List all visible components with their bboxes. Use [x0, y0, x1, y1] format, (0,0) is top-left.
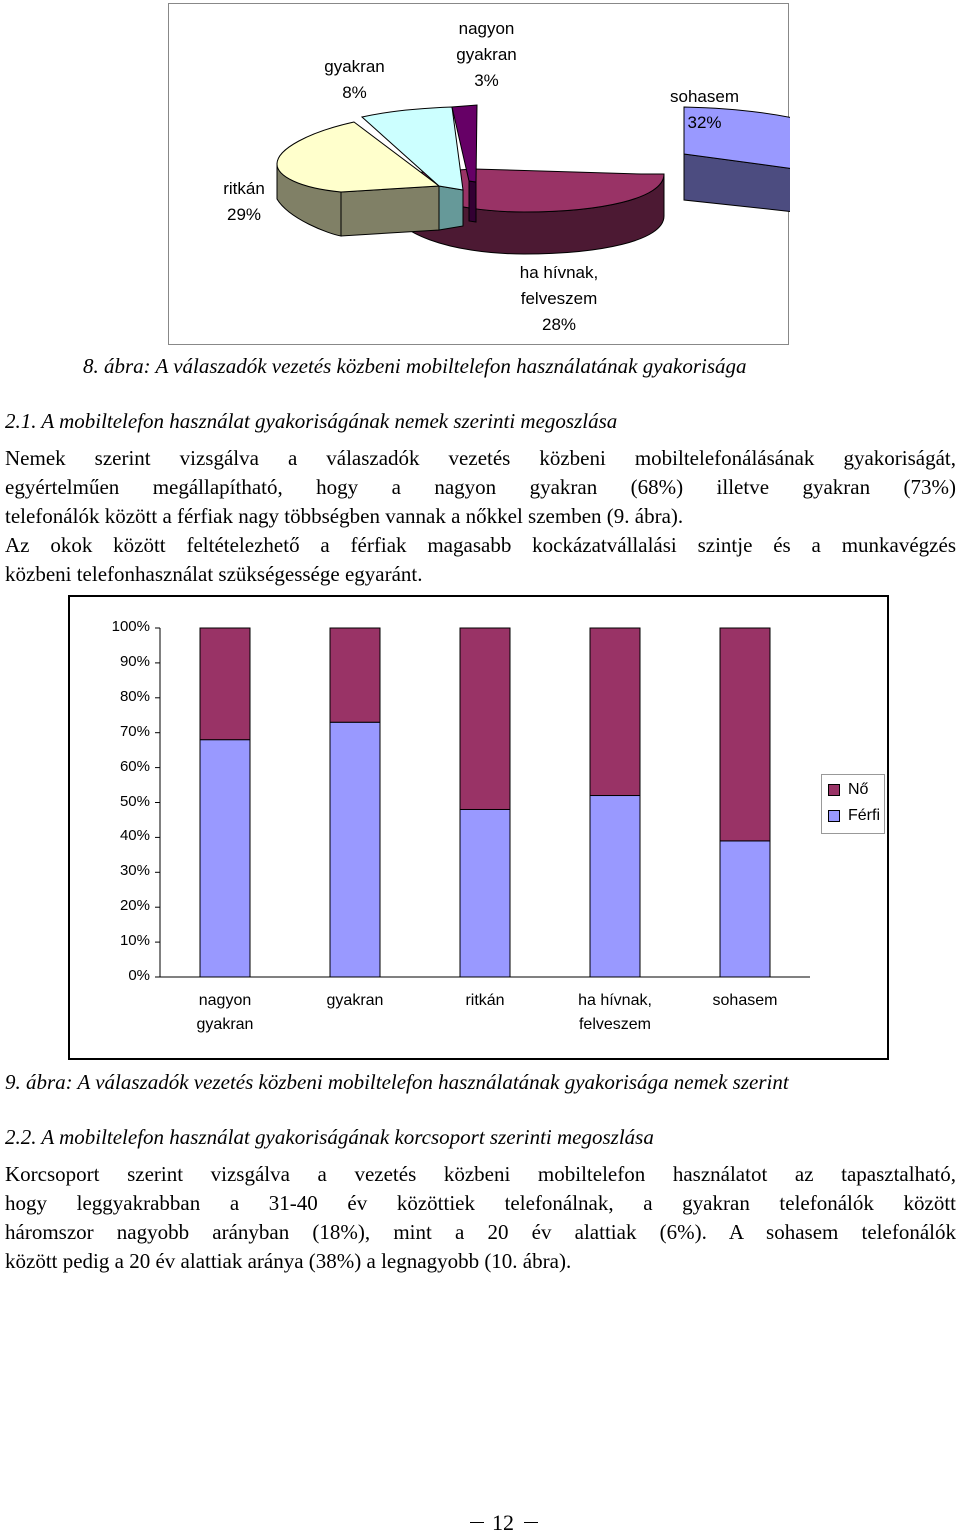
- pie-slice-nagyon-gyakran-side: [469, 181, 476, 222]
- bar-chart-marks: [200, 628, 770, 977]
- paragraph-line: egyértelműen megállapítható, hogy a nagyon gyakran (68%) illetve gyakran (73%): [5, 475, 956, 499]
- y-tick-label: 30%: [119, 862, 150, 880]
- page-number-dash-right: [524, 1522, 538, 1523]
- bar-segment-no: [590, 628, 640, 796]
- x-category-label: [685, 989, 805, 1013]
- legend-item-no: [822, 777, 884, 803]
- y-tick-label: 0%: [128, 967, 150, 984]
- bar-segment-ferfi: [590, 796, 640, 977]
- figure-9-caption: 9. ábra: A válaszadók vezetés közbeni mobiltelefon használatának gyakorisága nemek szerint: [5, 1070, 789, 1094]
- bar-segment-no: [720, 628, 770, 841]
- x-category-label-line: felveszem: [578, 1016, 652, 1033]
- pie-label-line: 28%: [541, 315, 577, 334]
- y-tick-label: 80%: [119, 687, 150, 705]
- page-number-block: [470, 1510, 540, 1536]
- paragraph-line: háromszor nagyobb arányban (18%), mint a 20 év alattiak (6%). A sohasem telefonálók: [5, 1220, 956, 1244]
- x-category-label: [555, 989, 675, 1037]
- figure-8-caption: 8. ábra: A válaszadók vezetés közbeni mobiltelefon használatának gyakorisága: [83, 354, 747, 378]
- bar-segment-no: [330, 628, 380, 722]
- paragraph-line: telefonálók között a férfiak nagy többségben vannak a nőkkel szemben (9. ábra).: [5, 504, 684, 528]
- bar-segment-no: [200, 628, 250, 740]
- y-tick-label: 50%: [119, 792, 150, 810]
- pie-label-ha-hivnak: [499, 260, 619, 338]
- pie-chart-frame: [168, 3, 789, 345]
- bar-chart-frame: [68, 595, 889, 1060]
- section-2-1-paragraph: [5, 444, 956, 589]
- pie-label-line: ha hívnak,: [519, 263, 599, 282]
- x-category-label: [425, 989, 545, 1013]
- x-category-label-line: ritkán: [465, 992, 505, 1009]
- x-category-label-line: nagyon: [198, 992, 252, 1009]
- pie-label-nagyon-gyakran: [439, 16, 534, 94]
- page-number: 12: [492, 1510, 514, 1535]
- section-2-2-paragraph: [5, 1160, 956, 1276]
- pie-slice-ritkan-front: [341, 186, 439, 236]
- pie-label-gyakran: [307, 54, 402, 106]
- section-2-2-heading: 2.2. A mobiltelefon használat gyakoriságának korcsoport szerinti megoszlása: [5, 1125, 654, 1149]
- x-category-label-line: gyakran: [326, 992, 384, 1009]
- paragraph-line: Nemek szerint vizsgálva a válaszadók vezetés közbeni mobiltelefonálásának gyakoriságát,: [5, 446, 956, 470]
- x-category-label: [165, 989, 285, 1037]
- bar-segment-ferfi: [200, 740, 250, 977]
- bar-segment-ferfi: [330, 722, 380, 977]
- pie-label-line: nagyon: [458, 19, 515, 38]
- pie-label-line: 32%: [687, 113, 722, 132]
- y-tick-label: 70%: [119, 722, 150, 740]
- pie-label-line: 8%: [342, 83, 367, 102]
- y-tick-label: 40%: [119, 827, 150, 845]
- pie-label-line: 29%: [226, 205, 262, 224]
- pie-label-line: gyakran: [324, 57, 385, 76]
- x-category-label-line: sohasem: [712, 992, 778, 1009]
- y-tick-label: 100%: [111, 618, 150, 635]
- bar-segment-ferfi: [720, 841, 770, 977]
- y-tick-label: 90%: [119, 652, 150, 670]
- pie-label-line: sohasem: [670, 87, 739, 106]
- chart-legend: [821, 774, 885, 834]
- bar-segment-no: [460, 628, 510, 809]
- pie-label-line: ritkán: [223, 179, 265, 198]
- legend-label-no: Nő: [848, 781, 869, 798]
- x-category-label-line: gyakran: [196, 1016, 254, 1033]
- legend-label-ferfi: Férfi: [848, 807, 880, 824]
- pie-label-ritkan: [199, 176, 289, 228]
- y-tick-label: 20%: [119, 897, 150, 915]
- x-category-label-line: ha hívnak,: [578, 992, 652, 1009]
- legend-swatch-no: [828, 784, 840, 796]
- pie-label-line: gyakran: [456, 45, 517, 64]
- section-2-1-heading: 2.1. A mobiltelefon használat gyakoriságának nemek szerinti megoszlása: [5, 409, 618, 433]
- paragraph-line: Korcsoport szerint vizsgálva a vezetés közbeni mobiltelefon használatot az tapasztalható,: [5, 1162, 956, 1186]
- paragraph-line: Az okok között feltételezhető a férfiak magasabb kockázatvállalási szintje és a munkavégzés: [5, 533, 956, 557]
- pie-label-sohasem: [652, 84, 757, 136]
- paragraph-line: közbeni telefonhasználat szükségessége egyaránt.: [5, 562, 423, 586]
- paragraph-line: hogy leggyakrabban a 31-40 év közöttiek telefonálnak, a gyakran telefonálók között: [5, 1191, 956, 1215]
- pie-label-line: felveszem: [520, 289, 598, 308]
- y-tick-label: 10%: [119, 932, 150, 950]
- x-category-label: [295, 989, 415, 1013]
- page-number-dash-left: [470, 1522, 484, 1523]
- pie-label-line: 3%: [474, 71, 499, 90]
- legend-item-ferfi: [822, 803, 884, 829]
- paragraph-line: között pedig a 20 év alattiak aránya (38%) a legnagyobb (10. ábra).: [5, 1249, 572, 1273]
- bar-segment-ferfi: [460, 809, 510, 977]
- pie-slice-gyakran-side: [439, 186, 463, 230]
- legend-swatch-ferfi: [828, 810, 840, 822]
- y-tick-label: 60%: [119, 757, 150, 775]
